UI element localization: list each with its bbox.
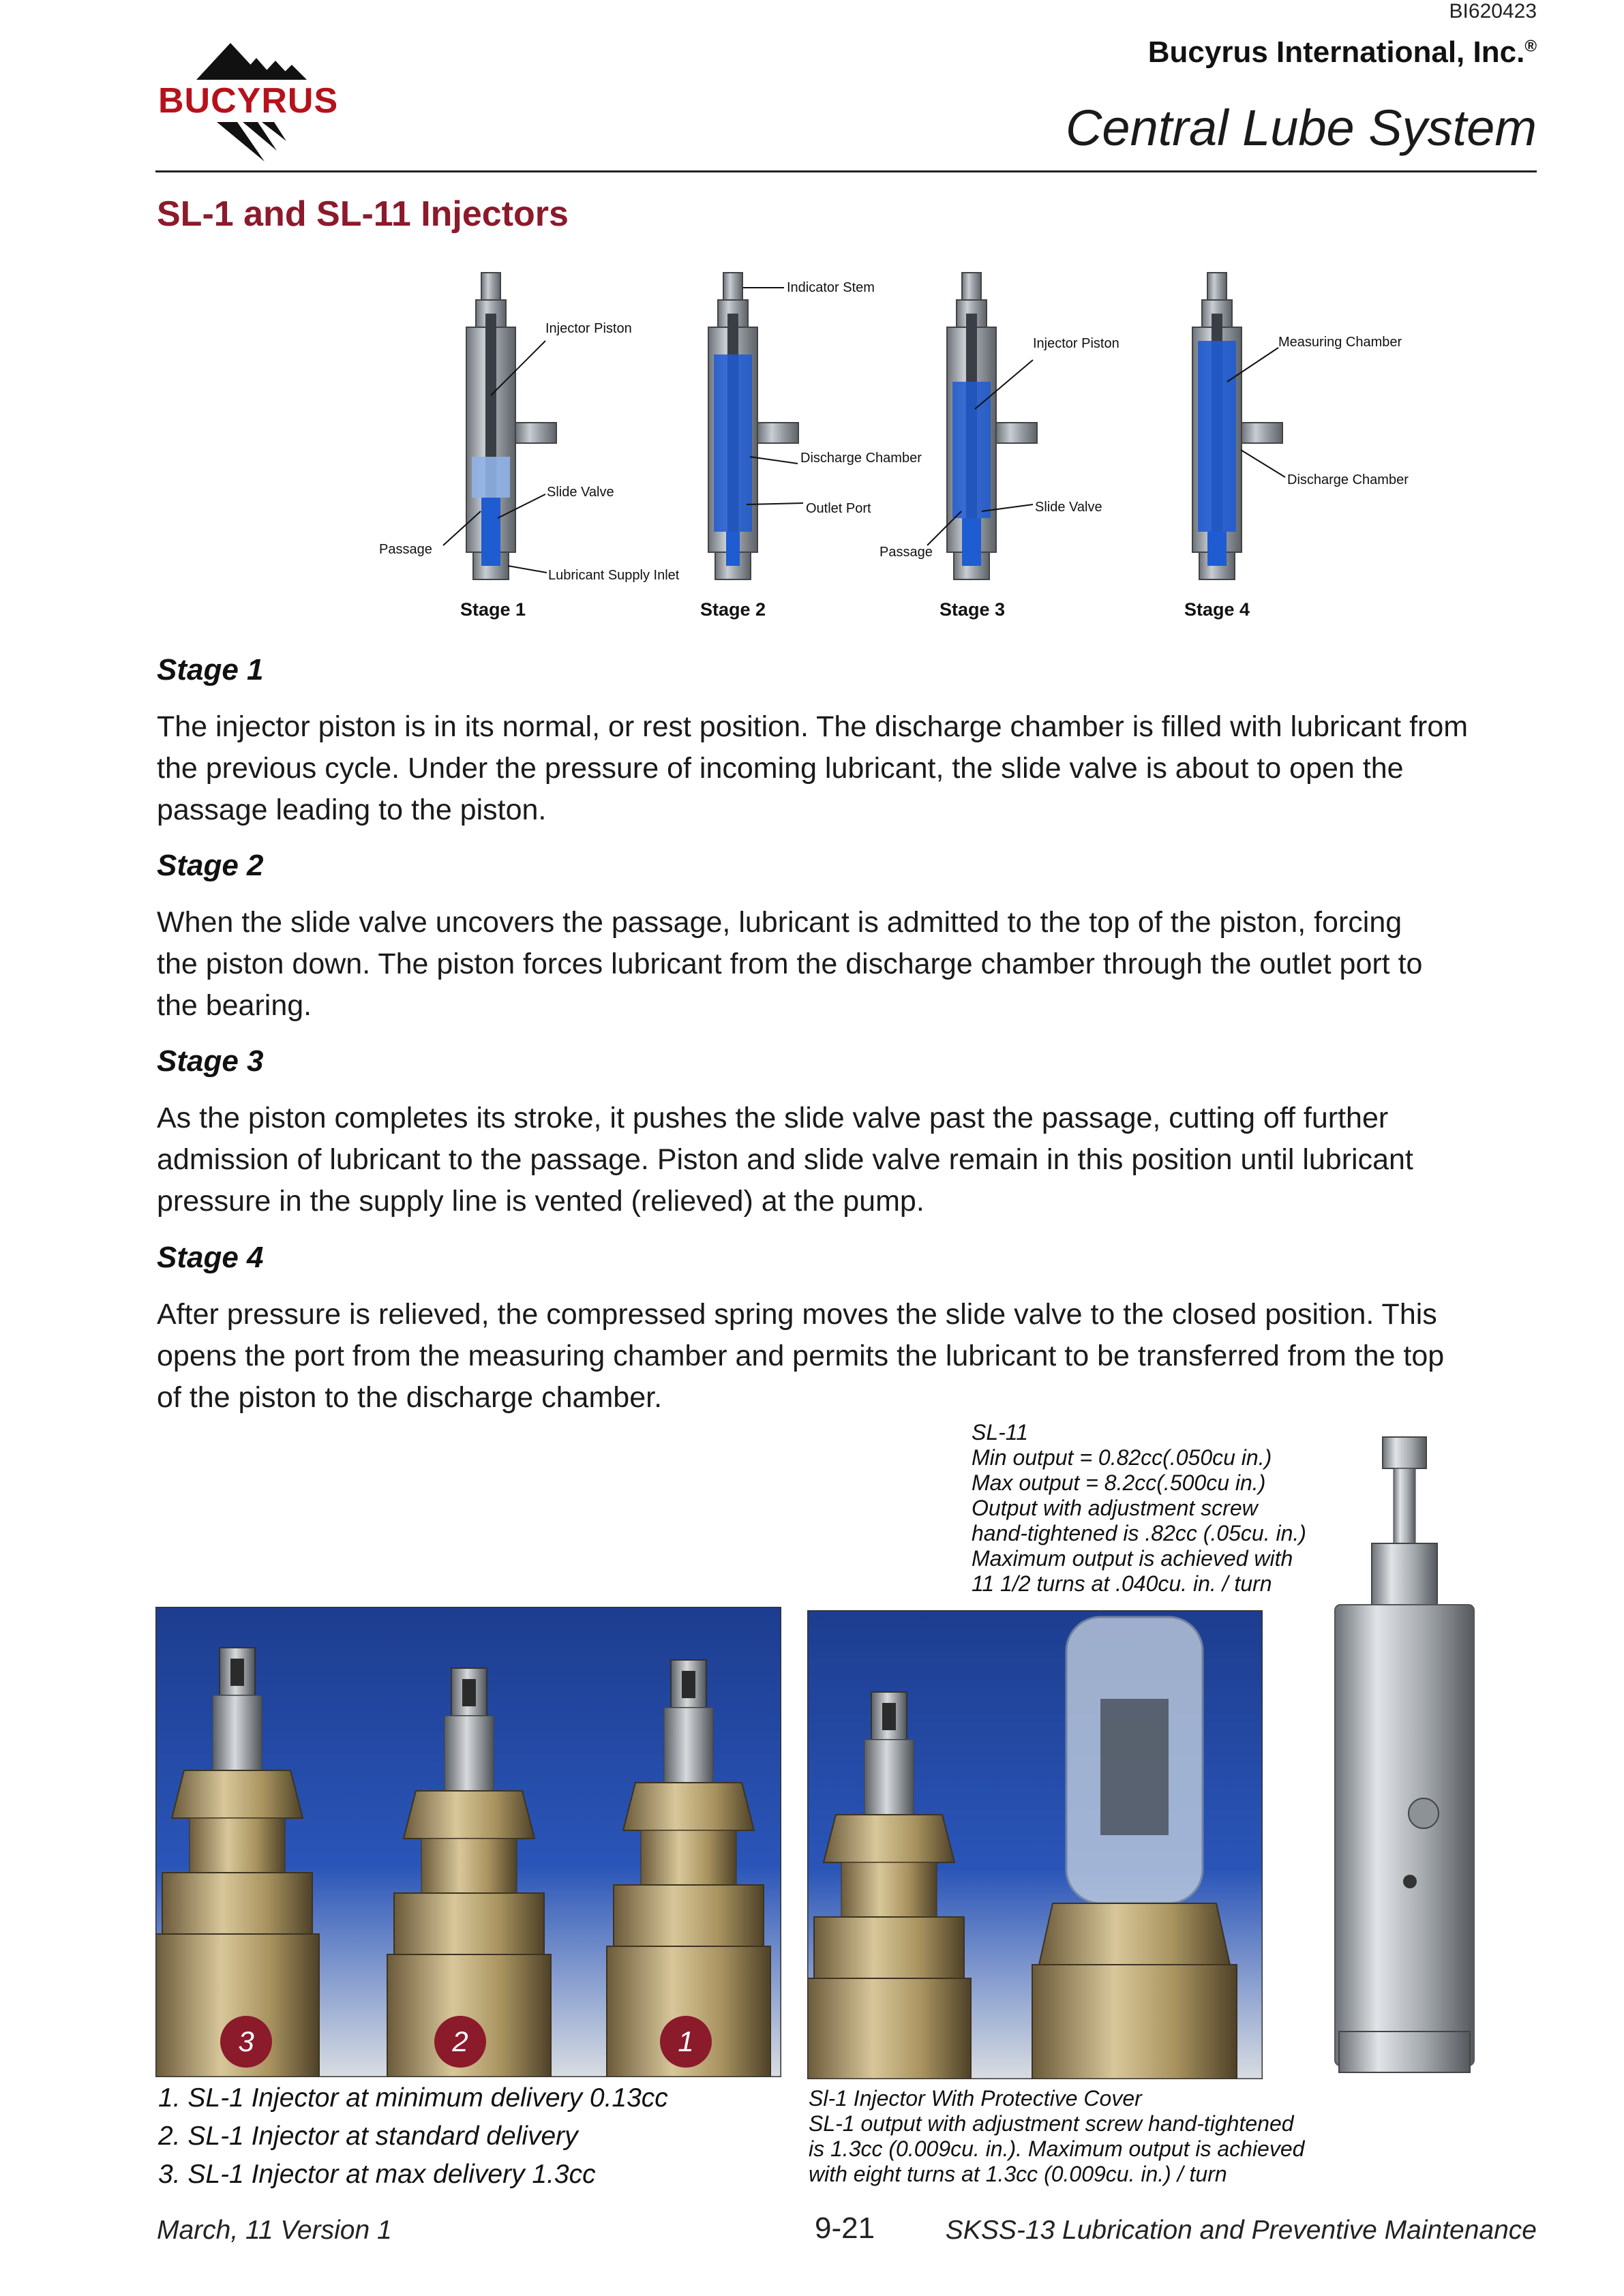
sl11-caption-line-5: hand-tightened is .82cc (.05cu. in.) — [972, 1521, 1306, 1545]
stage-4-line-3: of the piston to the discharge chamber. — [157, 1381, 663, 1414]
stage-4-heading: Stage 4 — [157, 1241, 264, 1274]
sl11-caption-line-7: 11 1/2 turns at .040cu. in. / turn — [972, 1571, 1272, 1596]
stage-2-line-3: the bearing. — [157, 989, 312, 1022]
logo-text: BUCYRUS — [158, 81, 339, 121]
footer-date-version: March, 11 Version 1 — [157, 2216, 392, 2245]
sl11-caption-line-3: Max output = 8.2cc(.500cu in.) — [972, 1470, 1266, 1495]
sl11-caption-line-2: Min output = 0.82cc(.050cu in.) — [972, 1445, 1272, 1470]
footer-manual-title: SKSS-13 Lubrication and Preventive Maintenance — [945, 2216, 1537, 2245]
stage-3-heading: Stage 3 — [157, 1044, 264, 1078]
stage-1-callout-passage: Passage — [379, 542, 432, 557]
stage-4-label: Stage 4 — [1184, 599, 1250, 620]
photo1-list-item-3: 3. SL-1 Injector at max delivery 1.3cc — [158, 2160, 596, 2189]
stage-2-callout-indicator-stem: Indicator Stem — [787, 280, 875, 295]
stage-3-line-1: As the piston completes its stroke, it pushes the slide valve past the passage, cutting off further — [157, 1102, 1389, 1134]
photo2-caption-line-1: Sl-1 Injector With Protective Cover — [809, 2086, 1142, 2111]
section-title: SL-1 and SL-11 Injectors — [157, 194, 569, 234]
stage-1-label: Stage 1 — [460, 599, 526, 620]
stage-2-line-2: the piston down. The piston forces lubricant from the discharge chamber through the outlet port to — [157, 948, 1423, 980]
sl1-injectors-photo — [155, 1607, 781, 2077]
stage-2-line-1: When the slide valve uncovers the passage, lubricant is admitted to the top of the piston, forcing — [157, 906, 1402, 939]
photo1-list-item-2: 2. SL-1 Injector at standard delivery — [158, 2121, 578, 2151]
document-id: BI620423 — [1449, 0, 1537, 22]
stage-3-line-3: pressure in the supply line is vented (relieved) at the pump. — [157, 1185, 924, 1218]
photo1-badge-1: 1 — [678, 2025, 694, 2057]
header-divider — [155, 170, 1537, 172]
stage-2-callout-discharge-chamber: Discharge Chamber — [800, 451, 922, 466]
stage-3-label: Stage 3 — [939, 599, 1006, 620]
photo2-caption — [809, 2086, 1304, 2187]
photo1-list-item-1: 1. SL-1 Injector at minimum delivery 0.13cc — [158, 2083, 668, 2113]
stage-2-callout-outlet-port: Outlet Port — [806, 501, 871, 516]
photo2-caption-line-4: with eight turns at 1.3cc (0.009cu. in.) / turn — [809, 2162, 1227, 2186]
stage-2-heading: Stage 2 — [157, 849, 264, 882]
sl11-caption-line-1: SL-11 — [972, 1420, 1029, 1445]
stage-2-paragraph — [157, 902, 1520, 1027]
stage-4-line-1: After pressure is relieved, the compressed spring moves the slide valve to the closed position. This — [157, 1298, 1437, 1331]
sl11-caption-line-4: Output with adjustment screw — [972, 1496, 1258, 1520]
stage-1-injector — [379, 273, 680, 620]
stage-2-label: Stage 2 — [700, 599, 766, 620]
photo1-badge-3: 3 — [238, 2025, 254, 2057]
stage-1-heading: Stage 1 — [157, 653, 264, 686]
stage-1-line-2: the previous cycle. Under the pressure of incoming lubricant, the slide valve is about to open the — [157, 752, 1404, 785]
stage-4-injector — [1184, 273, 1409, 620]
injector-stages-diagram — [355, 259, 1418, 641]
company-name-text: Bucyrus International, Inc. — [1147, 35, 1525, 69]
photo1-badge-2: 2 — [452, 2025, 468, 2057]
stage-1-callout-slide-valve: Slide Valve — [547, 485, 614, 500]
stage-3-injector — [879, 273, 1119, 620]
stage-3-line-2: admission of lubricant to the passage. Piston and slide valve remain in this position until lubricant — [157, 1143, 1413, 1176]
company-name — [1148, 35, 1537, 70]
stage-1-paragraph — [157, 706, 1520, 831]
stage-4-line-2: opens the port from the measuring chamber and permits the lubricant to be transferred from the top — [157, 1340, 1445, 1372]
document-title: Central Lube System — [1065, 100, 1537, 156]
sl11-caption-line-6: Maximum output is achieved with — [972, 1546, 1293, 1571]
stage-1-callout-lubricant-supply-inlet: Lubricant Supply Inlet — [548, 568, 680, 583]
bucyrus-logo — [155, 37, 360, 167]
stage-3-callout-injector-piston: Injector Piston — [1033, 336, 1119, 351]
registered-mark: ® — [1524, 37, 1537, 56]
sl11-injector-photo — [1323, 1432, 1486, 2086]
stage-3-paragraph — [157, 1098, 1520, 1222]
stage-4-callout-measuring-chamber: Measuring Chamber — [1278, 335, 1402, 350]
photo2-caption-line-3: is 1.3cc (0.009cu. in.). Maximum output is achieved — [809, 2136, 1305, 2161]
sl1-protective-cover-photo — [807, 1610, 1263, 2079]
sl11-caption — [972, 1420, 1306, 1597]
stage-4-callout-discharge-chamber: Discharge Chamber — [1287, 472, 1409, 487]
footer-page-number: 9-21 — [815, 2211, 875, 2245]
stage-1-line-1: The injector piston is in its normal, or rest position. The discharge chamber is filled with lubricant from — [157, 710, 1469, 743]
photo2-caption-line-2: SL-1 output with adjustment screw hand-tightened — [809, 2111, 1294, 2136]
stage-3-callout-passage: Passage — [879, 545, 933, 560]
photo1-caption-list — [158, 2079, 668, 2194]
stage-2-injector — [700, 273, 922, 620]
stage-4-paragraph — [157, 1294, 1520, 1419]
stage-1-callout-injector-piston: Injector Piston — [545, 321, 632, 336]
stage-3-callout-slide-valve: Slide Valve — [1035, 500, 1102, 515]
stage-1-line-3: passage leading to the piston. — [157, 794, 547, 826]
